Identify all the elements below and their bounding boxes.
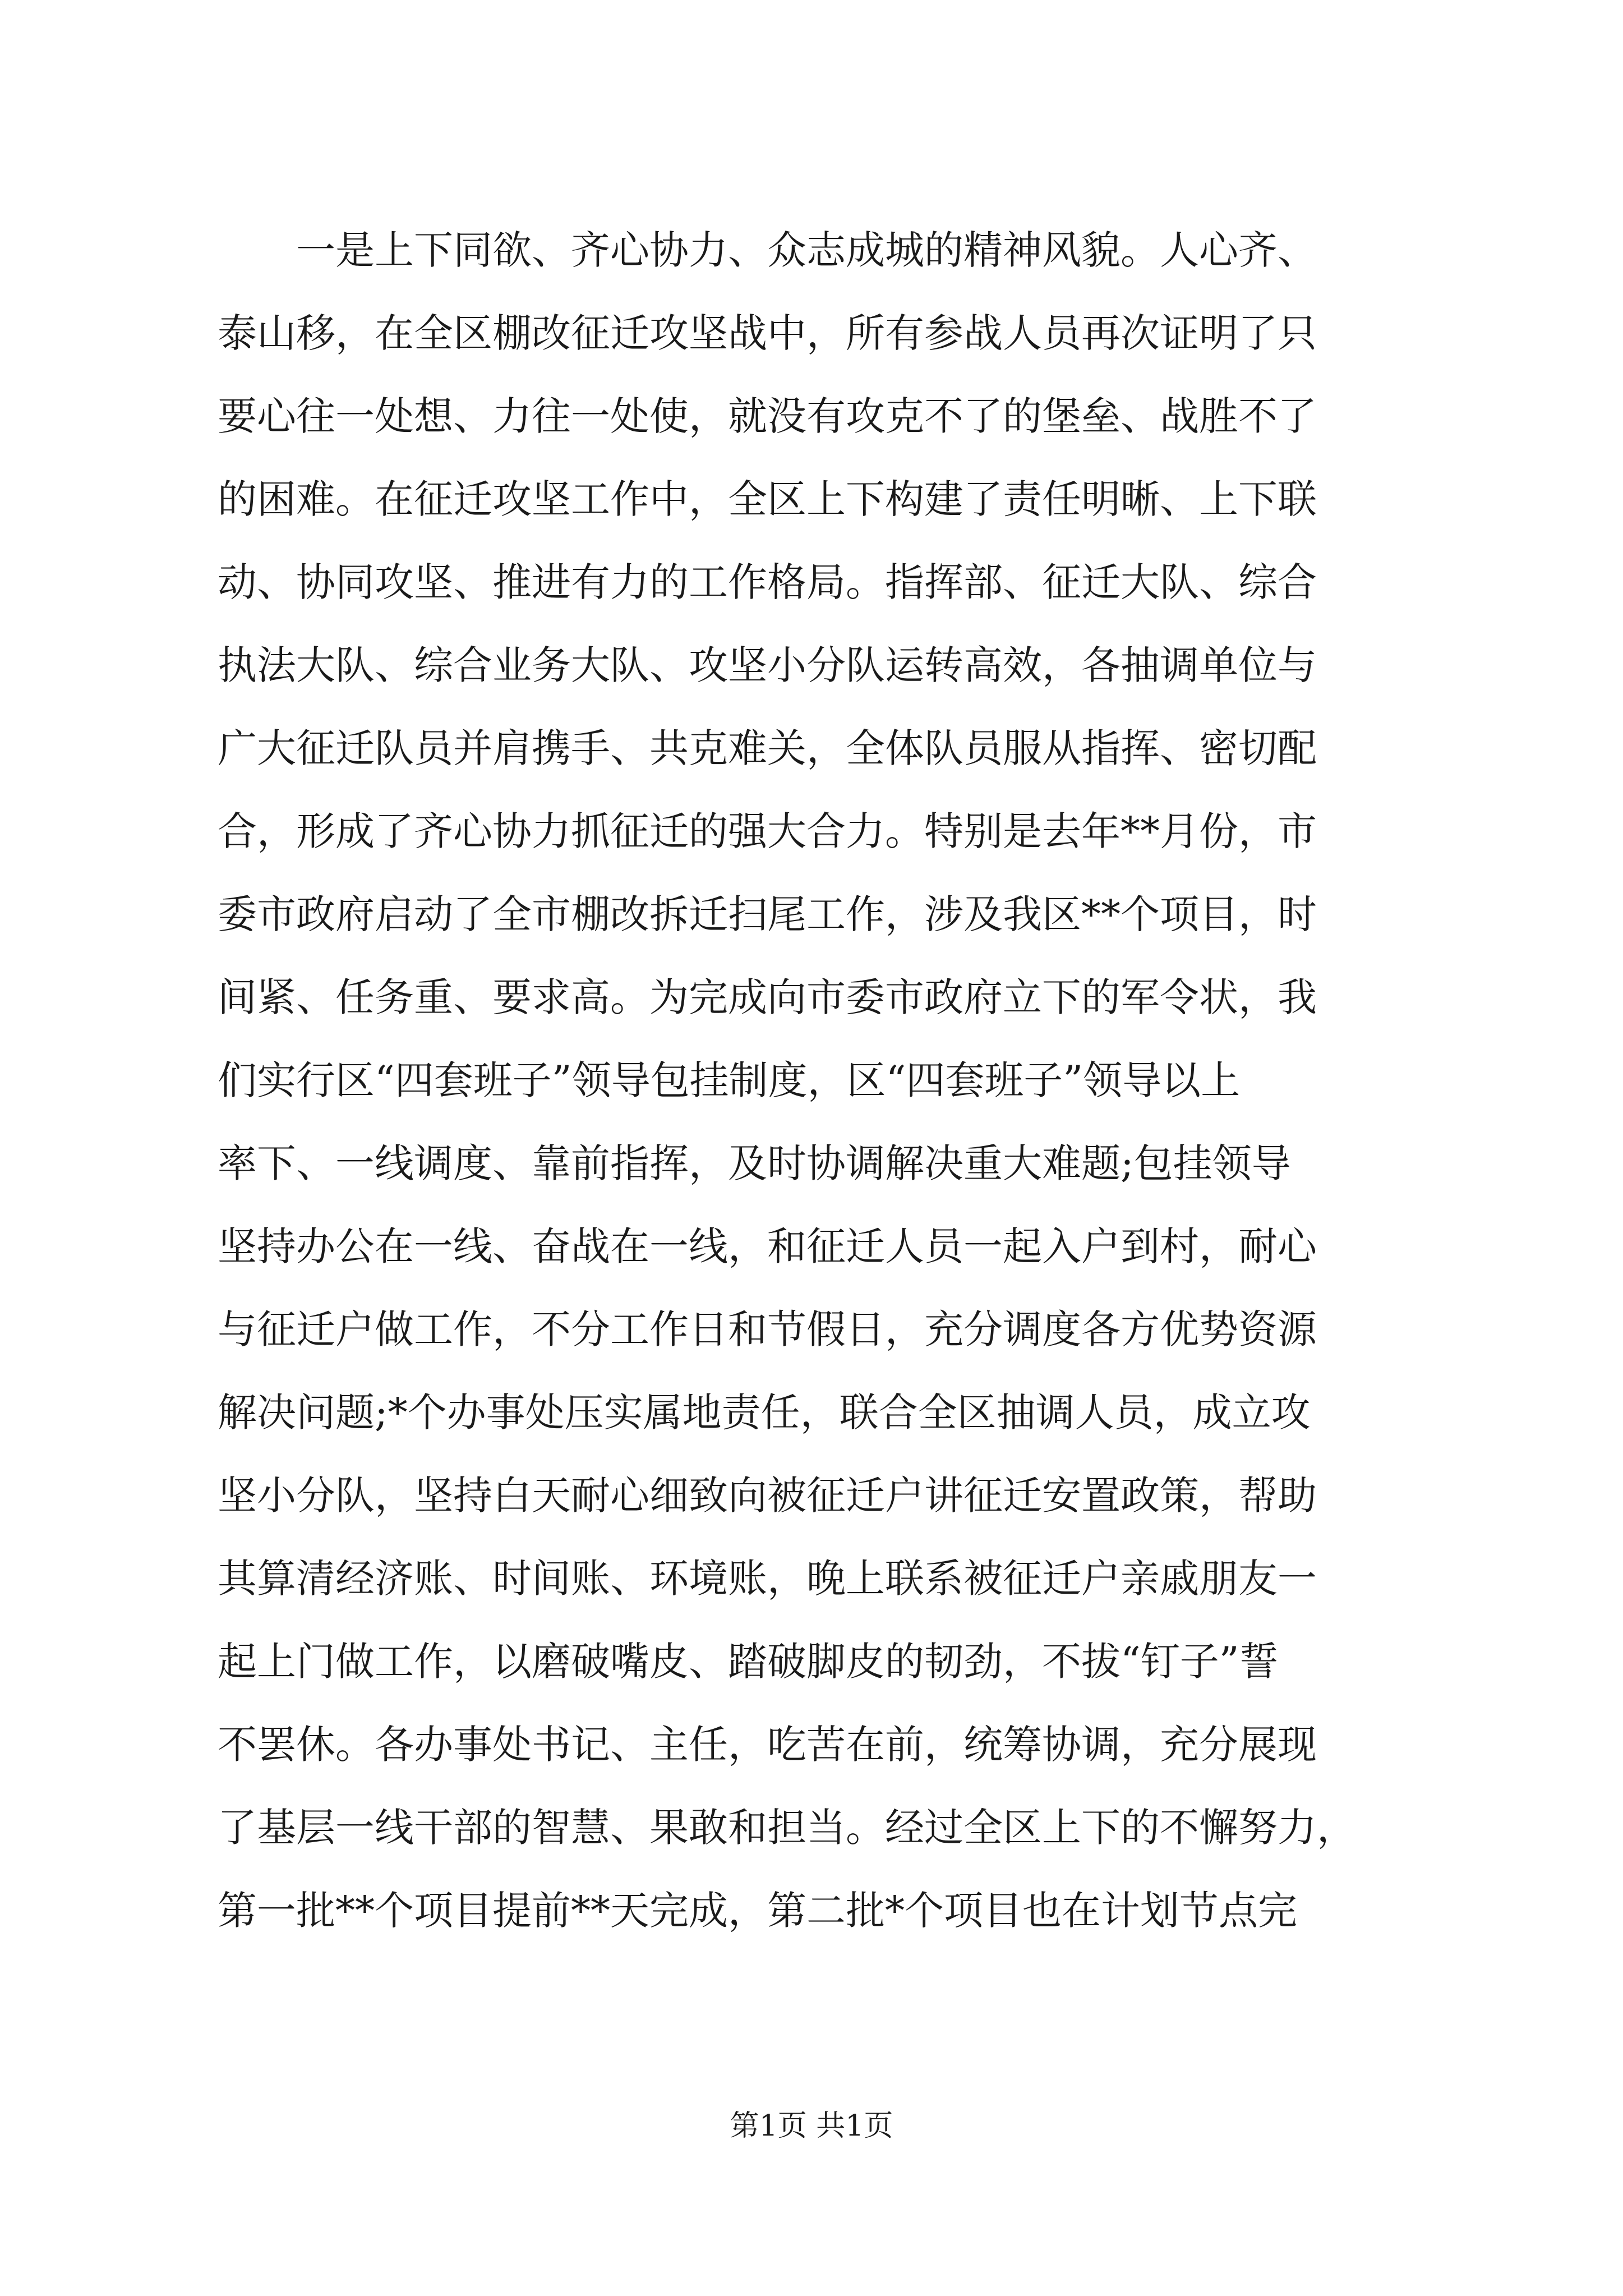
text-line: 率下、一线调度、靠前指挥，及时协调解决重大难题;包挂领导 — [218, 1140, 1291, 1186]
text-line: 坚持办公在一线、奋战在一线，和征迁人员一起入户到村，耐心 — [218, 1223, 1317, 1269]
text-line: 不罢休。各办事处书记、主任，吃苦在前，统筹协调，充分展现 — [218, 1722, 1317, 1768]
text-line: 第一批**个项目提前**天完成，第二批*个项目也在计划节点完 — [218, 1888, 1297, 1934]
text-line: 间紧、任务重、要求高。为完成向市委市政府立下的军令状，我 — [218, 974, 1317, 1020]
text-line: 合，形成了齐心协力抓征迁的强大合力。特别是去年**月份，市 — [218, 808, 1317, 854]
text-line: 执法大队、综合业务大队、攻坚小分队运转高效，各抽调单位与 — [218, 642, 1317, 688]
text-line: 解决问题;*个办事处压实属地责任，联合全区抽调人员，成立攻 — [218, 1389, 1311, 1435]
text-line: 起上门做工作，以磨破嘴皮、踏破脚皮的韧劲，不拔“钉子”誓 — [218, 1639, 1279, 1685]
text-line: 的困难。在征迁攻坚工作中，全区上下构建了责任明晰、上下联 — [218, 476, 1317, 522]
text-line: 要心往一处想、力往一处使，就没有攻克不了的堡垒、战胜不了 — [218, 393, 1317, 439]
text-line: 泰山移，在全区棚改征迁攻坚战中，所有参战人员再次证明了只 — [218, 310, 1317, 356]
text-line: 委市政府启动了全市棚改拆迁扫尾工作，涉及我区**个项目，时 — [218, 891, 1317, 937]
text-line: 动、协同攻坚、推进有力的工作格局。指挥部、征迁大队、综合 — [218, 559, 1317, 605]
page-footer: 第1页 共1页 — [730, 2109, 893, 2143]
body-paragraph — [218, 209, 1407, 1952]
text-line: 一是上下同欲、齐心协力、众志成城的精神风貌。人心齐、 — [218, 227, 1317, 273]
text-line: 了基层一线干部的智慧、果敢和担当。经过全区上下的不懈努力， — [218, 1805, 1356, 1851]
text-line: 其算清经济账、时间账、环境账，晚上联系被征迁户亲戚朋友一 — [218, 1556, 1317, 1602]
text-line: 与征迁户做工作，不分工作日和节假日，充分调度各方优势资源 — [218, 1306, 1317, 1352]
text-line: 坚小分队，坚持白天耐心细致向被征迁户讲征迁安置政策，帮助 — [218, 1473, 1317, 1519]
text-line: 们实行区“四套班子”领导包挂制度，区“四套班子”领导以上 — [218, 1057, 1241, 1103]
text-line: 广大征迁队员并肩携手、共克难关，全体队员服从指挥、密切配 — [218, 725, 1317, 771]
